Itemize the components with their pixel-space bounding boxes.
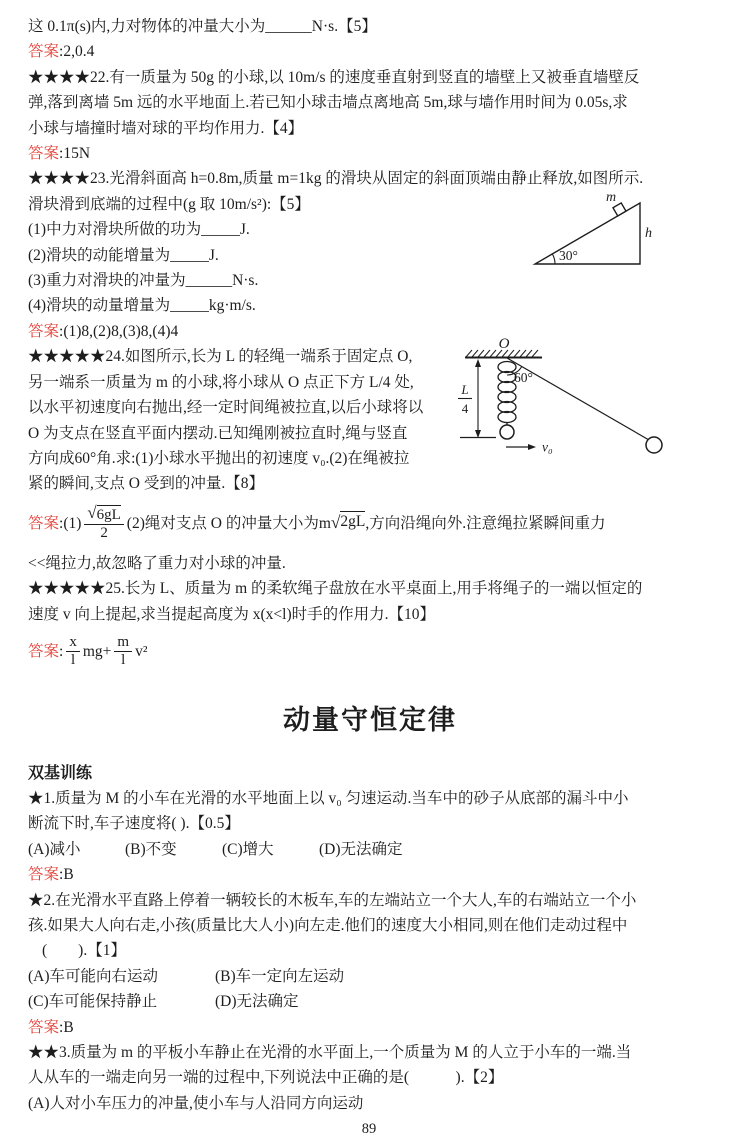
- term-mg-plus: mg+: [82, 643, 112, 661]
- numerator: m: [114, 634, 132, 652]
- answer-label: 答案: [28, 1018, 60, 1036]
- length-fraction-numerator: L: [461, 382, 469, 397]
- numerator: x: [66, 634, 80, 652]
- problem-24-line: ★★★★★24.如图所示,长为 L 的轻绳一端系于固定点 O,: [28, 348, 413, 366]
- sqrt-2gl: [331, 511, 366, 536]
- option-c: (C)车可能保持静止: [28, 993, 158, 1011]
- answer-value: :B: [59, 866, 74, 884]
- option-d: (D)无法确定: [215, 993, 299, 1011]
- radical-sign: [331, 511, 341, 536]
- option-a: (A)车可能向右运动: [28, 967, 159, 985]
- velocity-arrowhead: [528, 444, 536, 450]
- answer-line-25: [28, 627, 712, 677]
- answer-mid: (2)绳对支点 O 的冲量大小为m: [126, 515, 331, 533]
- section-subheading: 双基训练: [28, 764, 93, 782]
- question-2-options-row1: [28, 964, 712, 989]
- question-3-line: ★★3.质量为 m 的平板小车静止在光滑的水平面上,一个质量为 M 的人立于小车的一端.当: [28, 1044, 632, 1061]
- answer-value: :B: [59, 1018, 74, 1036]
- problem-22-line: ★★★★22.有一质量为 50g 的小球,以 10m/s 的速度垂直射到竖直的墙壁上又被垂直墙壁反: [28, 68, 640, 86]
- problem-22-line: 弹,落到离墙 5m 远的水平地面上.若已知小球击墙点离地高 5m,球与墙作用时间为 0.05s,求: [28, 94, 628, 112]
- radical-sign: [87, 505, 96, 523]
- answer-value: :15N: [59, 145, 91, 163]
- answer-label: 答案: [28, 322, 60, 340]
- pendulum-figure: [452, 330, 677, 467]
- answer-value: :2,0.4: [59, 43, 95, 61]
- question-2-options-row2: [28, 989, 712, 1014]
- answer-post: ,方向沿绳向外.注意绳拉紧瞬间重力: [365, 515, 606, 533]
- question-3-option-a: (A)人对小车压力的冲量,使小车与人沿同方向运动: [28, 1094, 364, 1112]
- arrowhead-up: [475, 359, 481, 367]
- question-1-line: ★1.质量为 M 的小车在光滑的水平地面上以 v₀ 匀速运动.当车中的砂子从底部的漏斗中小: [28, 789, 629, 807]
- answer-label: 答案: [28, 643, 60, 661]
- problem-25-line: 速度 v 向上提起,求当提起高度为 x(x<l)时手的作用力.【10】: [28, 605, 435, 623]
- ball-initial: [500, 425, 514, 439]
- problem-24-line: 紧的瞬间,支点 O 受到的冲量.【8】: [28, 475, 264, 493]
- option-b: (B)不变: [125, 840, 177, 858]
- arrowhead-down: [475, 430, 481, 438]
- answer-value: :(1)8,(2)8,(3)8,(4)4: [59, 322, 179, 340]
- question-3-line: 人从车的一端走向另一端的过程中,下列说法中正确的是( ).【2】: [28, 1069, 504, 1087]
- radicand: 6gL: [96, 506, 121, 523]
- angle-arc: [552, 254, 555, 264]
- answer-line-21: [28, 39, 712, 64]
- problem-23-sub: (2)滑块的动能增量为_____J.: [28, 246, 219, 264]
- problem-23-line: ★★★★23.光滑斜面高 h=0.8m,质量 m=1kg 的滑块从固定的斜面顶端由静止释放,如图所示.: [28, 170, 644, 188]
- height-label: h: [645, 226, 652, 241]
- denominator: l: [70, 652, 76, 669]
- problem-21-line: 这 0.1π(s)内,力对物体的冲量大小为______N·s.【5】: [28, 18, 377, 35]
- answer-pre: :(1): [59, 515, 82, 533]
- colon: :: [59, 643, 64, 661]
- fraction-x-over-l: [66, 634, 80, 670]
- answer-line-22: [28, 141, 712, 166]
- problem-25-line: ★★★★★25.长为 L、质量为 m 的柔软绳子盘放在水平桌面上,用手将绳子的一端以恒定的: [28, 580, 643, 598]
- answer-line-24: [28, 497, 712, 551]
- ball-swung: [646, 437, 662, 453]
- mass-label: m: [605, 190, 617, 205]
- answer-24-note: <<绳拉力,故忽略了重力对小球的冲量.: [28, 554, 286, 572]
- denominator: l: [121, 652, 126, 669]
- option-d: (D)无法确定: [319, 840, 403, 858]
- fraction-sqrt-6gl-over-2: [84, 505, 123, 543]
- problem-23-line: 滑块滑到底端的过程中(g 取 10m/s²):【5】: [28, 195, 310, 213]
- problem-24-line: 方向成60°角.求:(1)小球水平抛出的初速度 v₀.(2)在绳被拉: [28, 449, 410, 467]
- velocity-label: v₀: [542, 439, 553, 455]
- option-a: (A)减小: [28, 840, 81, 858]
- answer-label: 答案: [28, 866, 60, 884]
- problem-23-sub: (4)滑块的动量增量为_____kg·m/s.: [28, 297, 256, 315]
- incline-figure: [524, 186, 659, 279]
- angle-label: 60°: [514, 370, 533, 385]
- question-1-options: [28, 837, 712, 862]
- answer-line-q2: [28, 1015, 712, 1040]
- question-1-line: 断流下时,车子速度将( ).【0.5】: [28, 815, 240, 833]
- fraction-m-over-l: [114, 634, 132, 670]
- pivot-point-label: O: [498, 336, 510, 352]
- answer-label: 答案: [28, 515, 60, 533]
- question-2-line: 孩.如果大人向右走,小孩(质量比大人小)向左走.他们的速度大小相同,则在他们走动过程中: [28, 916, 628, 934]
- denominator: 2: [100, 525, 108, 542]
- problem-22-line: 小球与墙撞时墙对球的平均作用力.【4】: [28, 119, 304, 137]
- problem-24-line: O 为支点在竖直平面内摆动.已知绳刚被拉直时,绳与竖直: [28, 424, 408, 442]
- option-c: (C)增大: [222, 840, 274, 858]
- length-fraction-denominator: 4: [461, 401, 469, 416]
- answer-label: 答案: [28, 43, 60, 61]
- radicand: 2gL: [340, 513, 366, 531]
- page-number: 89: [361, 1121, 377, 1137]
- problem-23-sub: (1)中力对滑块所做的功为_____J.: [28, 221, 250, 239]
- answer-label: 答案: [28, 145, 60, 163]
- term-v-squared: v²: [135, 643, 148, 661]
- answer-line-q1: [28, 862, 712, 887]
- angle-label: 30°: [559, 248, 578, 263]
- question-2-line: ★2.在光滑水平直路上停着一辆较长的木板车,车的左端站立一个大人,车的右端站立一个小: [28, 891, 637, 909]
- option-b: (B)车一定向左运动: [215, 967, 345, 985]
- problem-24-line: 另一端系一质量为 m 的小球,将小球从 O 点正下方 L/4 处,: [28, 373, 414, 391]
- problem-23-sub: (3)重力对滑块的冲量为______N·s.: [28, 272, 259, 290]
- problem-24-line: 以水平初速度向右抛出,经一定时间绳被拉直,以后小球将以: [28, 399, 424, 417]
- question-2-paren-line: ( ).【1】: [42, 942, 126, 960]
- chapter-heading: 动量守恒定律: [283, 704, 457, 735]
